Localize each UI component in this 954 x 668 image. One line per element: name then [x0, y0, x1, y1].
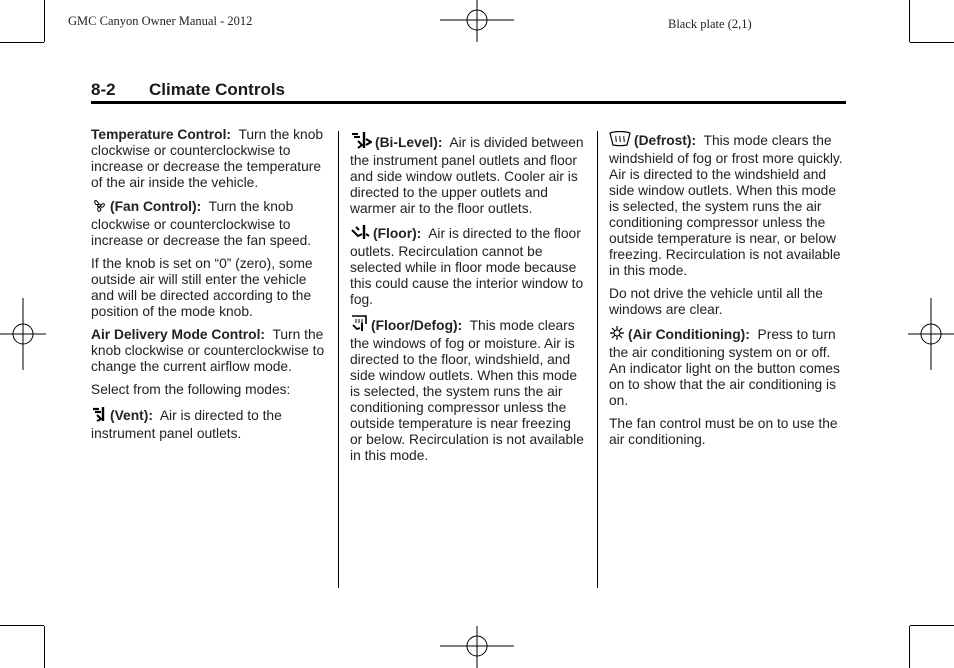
fan-paragraph [91, 198, 329, 249]
bilevel-text: Air is divided between the instrument panel outlets and floor and side window outlets. Cooler air is directed to the upper outlets and warmer air to the floor outlets. [350, 135, 584, 216]
floor-text: Air is directed to the floor outlets. Recirculation cannot be selected while in floor mode because this could cause the interior window to fog. [350, 226, 584, 307]
fan-label: (Fan Control): [110, 199, 202, 214]
floor-label: (Floor): [373, 226, 422, 241]
defrost-mode-icon [609, 131, 631, 151]
vent-paragraph [91, 405, 329, 442]
select-paragraph: Select from the following modes: [91, 382, 291, 397]
crop-mark [909, 626, 910, 668]
vent-label: (Vent): [110, 408, 153, 423]
floor-paragraph [350, 224, 586, 308]
ac-label: (Air Conditioning): [628, 327, 750, 342]
air-conditioning-snowflake-icon [609, 325, 625, 345]
delivery-text: Turn the knob clockwise or counterclockwise to change the current airflow mode. [91, 327, 325, 374]
ac-paragraph [609, 325, 847, 409]
drive-paragraph: Do not drive the vehicle until all the windows are clear. [609, 286, 823, 317]
crop-mark [910, 625, 954, 626]
floor-mode-icon [350, 224, 370, 244]
registration-target-top [440, 0, 514, 44]
zero-paragraph: If the knob is set on “0” (zero), some outside air will still enter the vehicle and will be directed according to the position of the mode knob. [91, 256, 313, 319]
crop-mark [0, 42, 44, 43]
registration-target-bottom [440, 624, 514, 668]
bilevel-label: (Bi-Level): [375, 135, 443, 150]
section-number: 8-2 [91, 80, 116, 99]
defrost-text: This mode clears the windshield of fog or frost more quickly. Air is directed to the windshield and side window outlets. When this mode is selected, the system runs the air conditioning compressor unless the outside temperature is near, or below freezing. Recirculation is not available in this mode. [609, 133, 843, 278]
crop-mark [910, 42, 954, 43]
crop-mark [44, 0, 45, 42]
column-divider [338, 131, 339, 588]
column-divider [597, 131, 598, 588]
fan-icon [91, 198, 107, 217]
bilevel-paragraph [350, 131, 586, 217]
floor-defog-label: (Floor/Defog): [371, 318, 463, 333]
fan-text: Turn the knob clockwise or counterclockwise to increase or decrease the fan speed. [91, 199, 312, 248]
temperature-label: Temperature Control: [91, 127, 232, 142]
crop-mark [909, 0, 910, 42]
section-title: Climate Controls [149, 80, 286, 99]
temperature-text: Turn the knob clockwise or counterclockwise to increase or decrease the temperature of the air inside the vehicle. [91, 127, 324, 190]
plate-label: Black plate (2,1) [668, 17, 752, 31]
crop-mark [0, 625, 44, 626]
column-1 [91, 127, 329, 449]
floor-defog-mode-icon [350, 315, 368, 336]
registration-target-left [0, 298, 46, 370]
defrost-label: (Defrost): [634, 133, 697, 148]
crop-mark [44, 626, 45, 668]
bi-level-mode-icon [350, 131, 372, 153]
temperature-paragraph [91, 127, 329, 191]
column-2 [350, 131, 586, 471]
delivery-paragraph [91, 327, 329, 375]
floor-defog-paragraph [350, 315, 586, 464]
floor-defog-text: This mode clears the windows of fog or moisture. Air is directed to the floor, windshield, and side window outlets. When this mode is selected, the system runs the air conditioning compressor unless the outside temperature is near freezing or below. Recirculation is not available in this mode. [350, 318, 584, 463]
fan-on-paragraph: The fan control must be on to use the air conditioning. [609, 416, 838, 447]
section-rule [91, 101, 846, 104]
vent-text: Air is directed to the instrument panel outlets. [91, 408, 282, 441]
defrost-paragraph [609, 131, 847, 279]
column-3 [609, 131, 847, 455]
manual-title: GMC Canyon Owner Manual - 2012 [68, 14, 253, 28]
registration-target-right [908, 298, 954, 370]
ac-text: Press to turn the air conditioning system on or off. An indicator light on the button comes on to show that the air conditioning is on. [609, 327, 840, 408]
delivery-label: Air Delivery Mode Control: [91, 327, 266, 342]
vent-mode-icon [91, 405, 107, 426]
